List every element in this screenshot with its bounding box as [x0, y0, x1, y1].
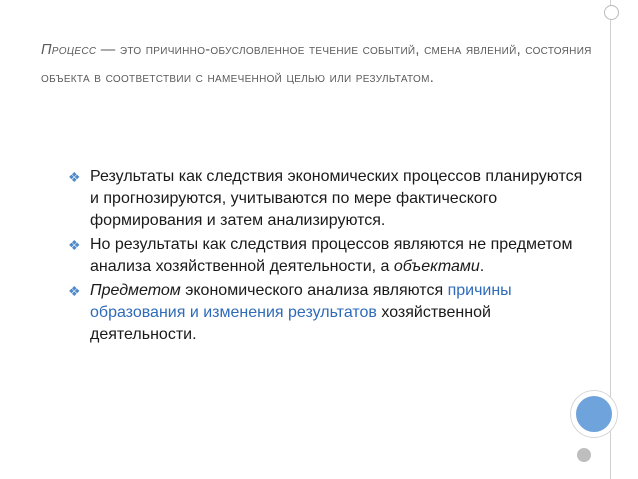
slide-title [41, 36, 611, 92]
bullet-arrow-icon: ❖ [68, 237, 81, 253]
bullet-text: экономического анализа являются [180, 282, 448, 299]
blue-circle-decoration-icon [571, 391, 617, 437]
bullet-text-italic: Предметом [90, 282, 181, 299]
bullet-arrow-icon: ❖ [68, 169, 81, 185]
small-circle-decoration-icon [604, 5, 619, 20]
title-rest: — это причинно-обусловленное течение событий, смена явлений, состояния объекта в соответствии с намеченной целью или результатом. [41, 42, 592, 86]
bullet-text-highlight: причины образования и изменения результатов [90, 282, 512, 321]
bullet-list [68, 166, 588, 348]
title-first-word: Процесс [41, 42, 97, 58]
bullet-item [68, 234, 588, 278]
bullet-item [68, 280, 588, 346]
bullet-arrow-icon: ❖ [68, 283, 81, 299]
bullet-text: Но результаты как следствия процессов являются не предметом анализа хозяйственной деятельности, а [90, 236, 573, 275]
bullet-text-end: . [479, 258, 485, 275]
bullet-text: Результаты как следствия экономических процессов планируются и прогнозируются, учитываются по мере фактического формирования и затем анализируются. [90, 168, 583, 229]
bullet-text-italic: объектами [393, 258, 480, 275]
bullet-item [68, 166, 588, 232]
bullet-text-end: хозяйственной деятельности. [90, 304, 491, 343]
gray-circle-decoration-icon [577, 448, 591, 462]
